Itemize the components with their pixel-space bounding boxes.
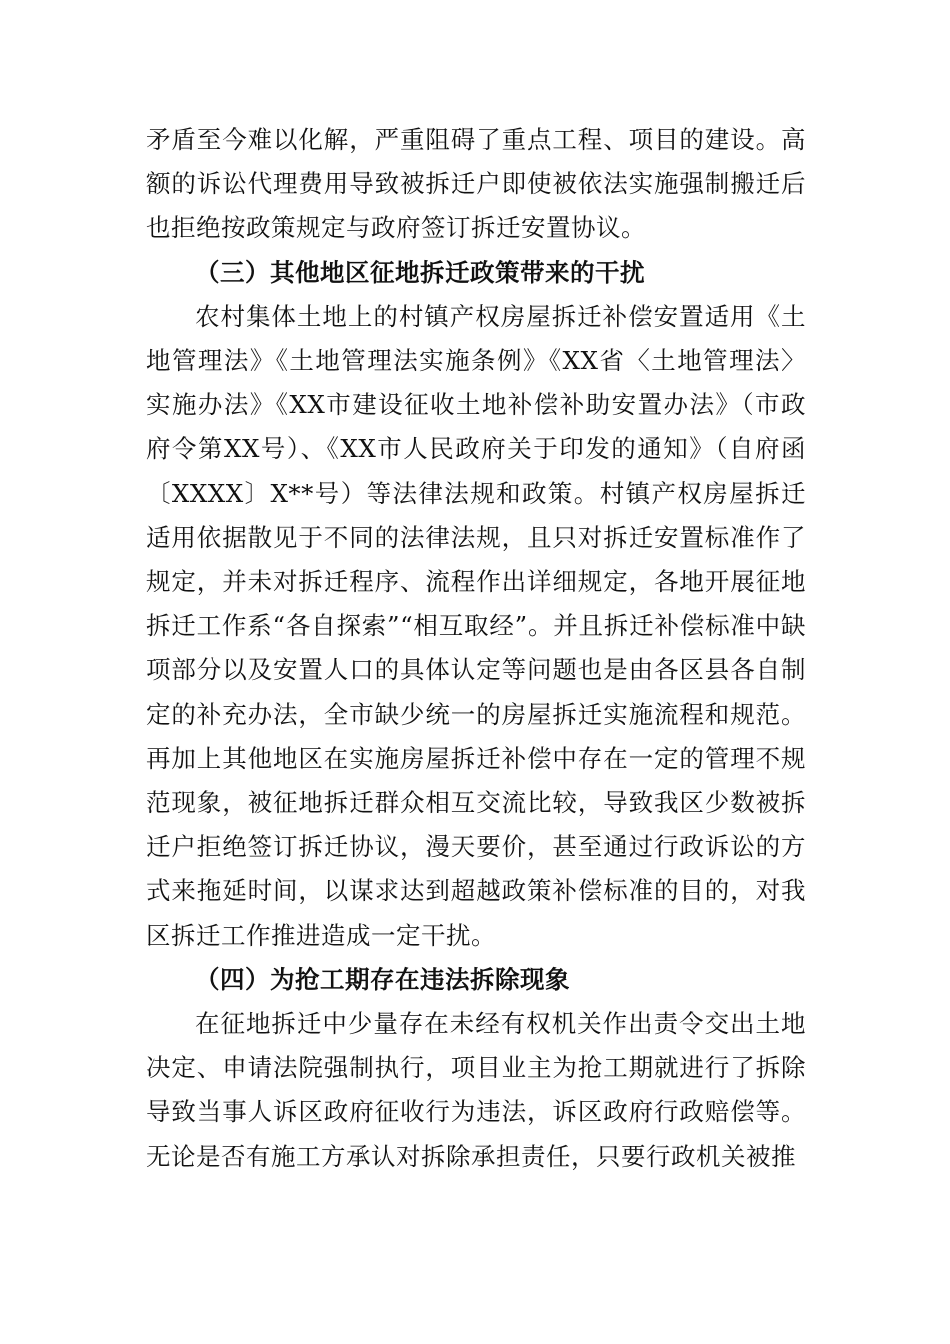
section-heading-three: （三）其他地区征地拆迁政策带来的干扰 [195, 257, 645, 287]
paragraph-continuation: 矛盾至今难以化解，严重阻碍了重点工程、项目的建设。高额的诉讼代理费用导致被拆迁户即使被依法实施强制搬迁后也拒绝按政策规定与政府签订拆迁安置协议。 [146, 125, 806, 243]
document-body [146, 118, 806, 1179]
paragraph-relocation-policy: 农村集体土地上的村镇产权房屋拆迁补偿安置适用《土地管理法》《土地管理法实施条例》《XX省〈土地管理法〉实施办法》《XX市建设征收土地补偿补助安置办法》（市政府令第XX号）、《XX市人民政府关于印发的通知》（自府函〔XXXX〕X**号）等法律法规和政策。村镇产权房屋拆迁适用依据散见于不同的法律法规，且只对拆迁安置标准作了规定，并未对拆迁程序、流程作出详细规定，各地开展征地拆迁工作系“各自探索”“相互取经”。并且拆迁补偿标准中缺项部分以及安置人口的具体认定等问题也是由各区县各自制定的补充办法，全市缺少统一的房屋拆迁实施流程和规范。再加上其他地区在实施房屋拆迁补偿中存在一定的管理不规范现象，被征地拆迁群众相互交流比较，导致我区少数被拆迁户拒绝签订拆迁协议，漫天要价，甚至通过行政诉讼的方式来拖延时间，以谋求达到超越政策补偿标准的目的，对我区拆迁工作推进造成一定干扰。 [146, 301, 806, 950]
paragraph-illegal-demolition: 在征地拆迁中少量存在未经有权机关作出责令交出土地决定、申请法院强制执行，项目业主为抢工期就进行了拆除导致当事人诉区政府征收行为违法，诉区政府行政赔偿等。无论是否有施工方承认对拆除承担责任，只要行政机关被推 [146, 1009, 806, 1171]
section-heading-four: （四）为抢工期存在违法拆除现象 [195, 964, 570, 994]
